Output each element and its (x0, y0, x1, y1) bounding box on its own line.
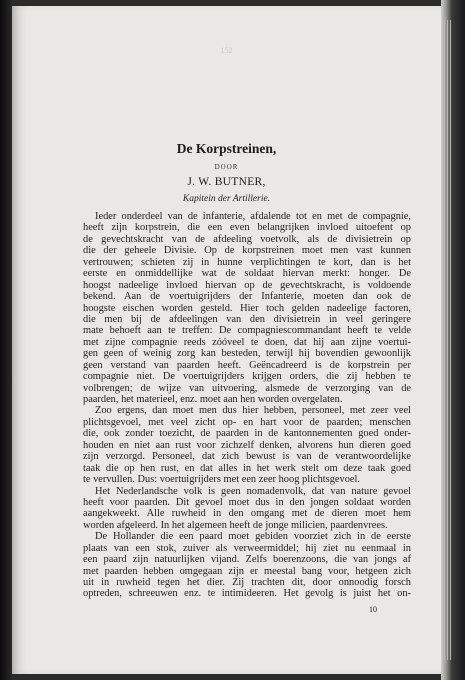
body-line: die men bij de afdeelingen van den divisietrein in veel geringere (83, 313, 411, 325)
book-page (12, 6, 441, 674)
article-body (83, 211, 411, 600)
body-line: plaats van een stok, zuiver als verweermiddel; hij ziet nu eenmaal in (83, 542, 411, 554)
page-stack-line (450, 20, 451, 660)
body-line: plichtsgevoel, met veel zicht op- en hart voor de paarden; menschen (83, 416, 411, 428)
body-line: Het Nederlandsche volk is geen nomadenvolk, dat van nature gevoel (95, 485, 411, 497)
body-line: met paarden hebben omgegaan zijn er meestal bang voor, hetgeen zich (83, 565, 411, 577)
body-line: vertrouwen; schieten zij in hunne verplichtingen te kort, dan is het (83, 256, 411, 268)
body-line: aangekweekt. Alle ruwheid in den omgang met de dieren moet hem (83, 508, 411, 520)
body-line: Zoo ergens, dan moet men dus hier hebben, personeel, met zeer veel (95, 405, 411, 417)
body-line: gen geen of weinig zorg kan besteden, terwijl hij bovendien gewoonlijk (83, 348, 411, 360)
body-line: die, ook zonder toezicht, de paarden in de kantonnementen goed onder- (83, 428, 411, 440)
body-line: hoogste eischen worden gesteld. Hier toch gelden nadeelige factoren, (83, 302, 411, 314)
author-name: J. W. BUTNER, (187, 176, 266, 188)
body-line: optreden, schreeuwen enz. te intimideeren. Het gevolg is juist het on- (83, 588, 411, 600)
body-line: compagnie niet. De voertuigrijders krijgen orders, die zij hebben te (83, 371, 411, 383)
body-line: de gevechtskracht van de afdeeling voetvolk, als de divisietrein op (83, 233, 411, 245)
body-line: mate behoeft aan te treffen: De compagniescommandant heeft te velde (83, 325, 411, 337)
body-line: eerste en onmiddellijke wat de soldaat hiervan merkt: honger. De (83, 268, 411, 280)
body-line: te vervullen. Dus: voertuigrijders met een zeer hoog plichtsgevoel. (83, 474, 360, 486)
article-title: De Korpstreinen, (176, 141, 277, 156)
body-line: worden afgeleerd. In het algemeen heeft de jonge milicien, paardenvrees. (83, 519, 388, 531)
byline-door: DOOR (214, 163, 239, 171)
body-line: die der geheele Divisie. Op de korpstreinen moet men vast kunnen (83, 245, 411, 257)
body-line: uit in ruwheid tegen het dier. Zij trachten dit, door onnoodig forsch (83, 577, 411, 588)
signature-number: 10 (369, 605, 377, 614)
book-right-edge (441, 0, 465, 680)
body-line: geen verstand van paarden heeft. Geëncadreerd is de korpstrein per (83, 359, 411, 371)
page-stack-line (444, 20, 445, 660)
body-line: Ieder onderdeel van de infanterie, afdalende tot en met de compagnie, (95, 211, 411, 222)
body-line: paarden, het materieel, enz. moet aan hen worden overgelaten. (83, 394, 343, 405)
body-line: hoogst nadeelige invloed hiervan op de gevechtskracht, is voldoende (83, 279, 411, 291)
body-line: houden en niet aan rust voor zichzelf denken, alvorens hun dieren goed (83, 439, 411, 451)
page-stack-line (447, 20, 448, 660)
body-line: met zijne compagnie reeds zóóveel te doen, dat hij aan zijne voertui- (83, 336, 411, 348)
body-line: zijn verzorgd. Personeel, dat zich bewust is van de verantwoordelijke (83, 451, 411, 463)
body-line: volbrengen; de wijze van uitvoering, alsmede de verzorging van de (83, 382, 411, 394)
author-rank: Kapitein der Artillerie. (182, 194, 271, 204)
body-line: taak die op hen rust, en dat alles in het werk stelt om deze taak goed (83, 462, 411, 474)
body-line: heeft zijn korpstrein, die een even belangrijken invloed uitoefent op (83, 222, 411, 234)
body-line: bekend. Aan de voertuigrijders der Infanterie, moeten dan ook de (83, 291, 411, 303)
page-number: 152 (220, 46, 233, 55)
body-line: heeft voor paarden. Dit gevoel moet dus in den jongen soldaat worden (83, 496, 411, 508)
body-line: een paard zijn natuurlijken vijand. Zelfs boerenzoons, die van jongs af (83, 554, 411, 566)
body-line: De Hollander die een paard moet gebiden voorziet zich in de eerste (95, 531, 411, 543)
